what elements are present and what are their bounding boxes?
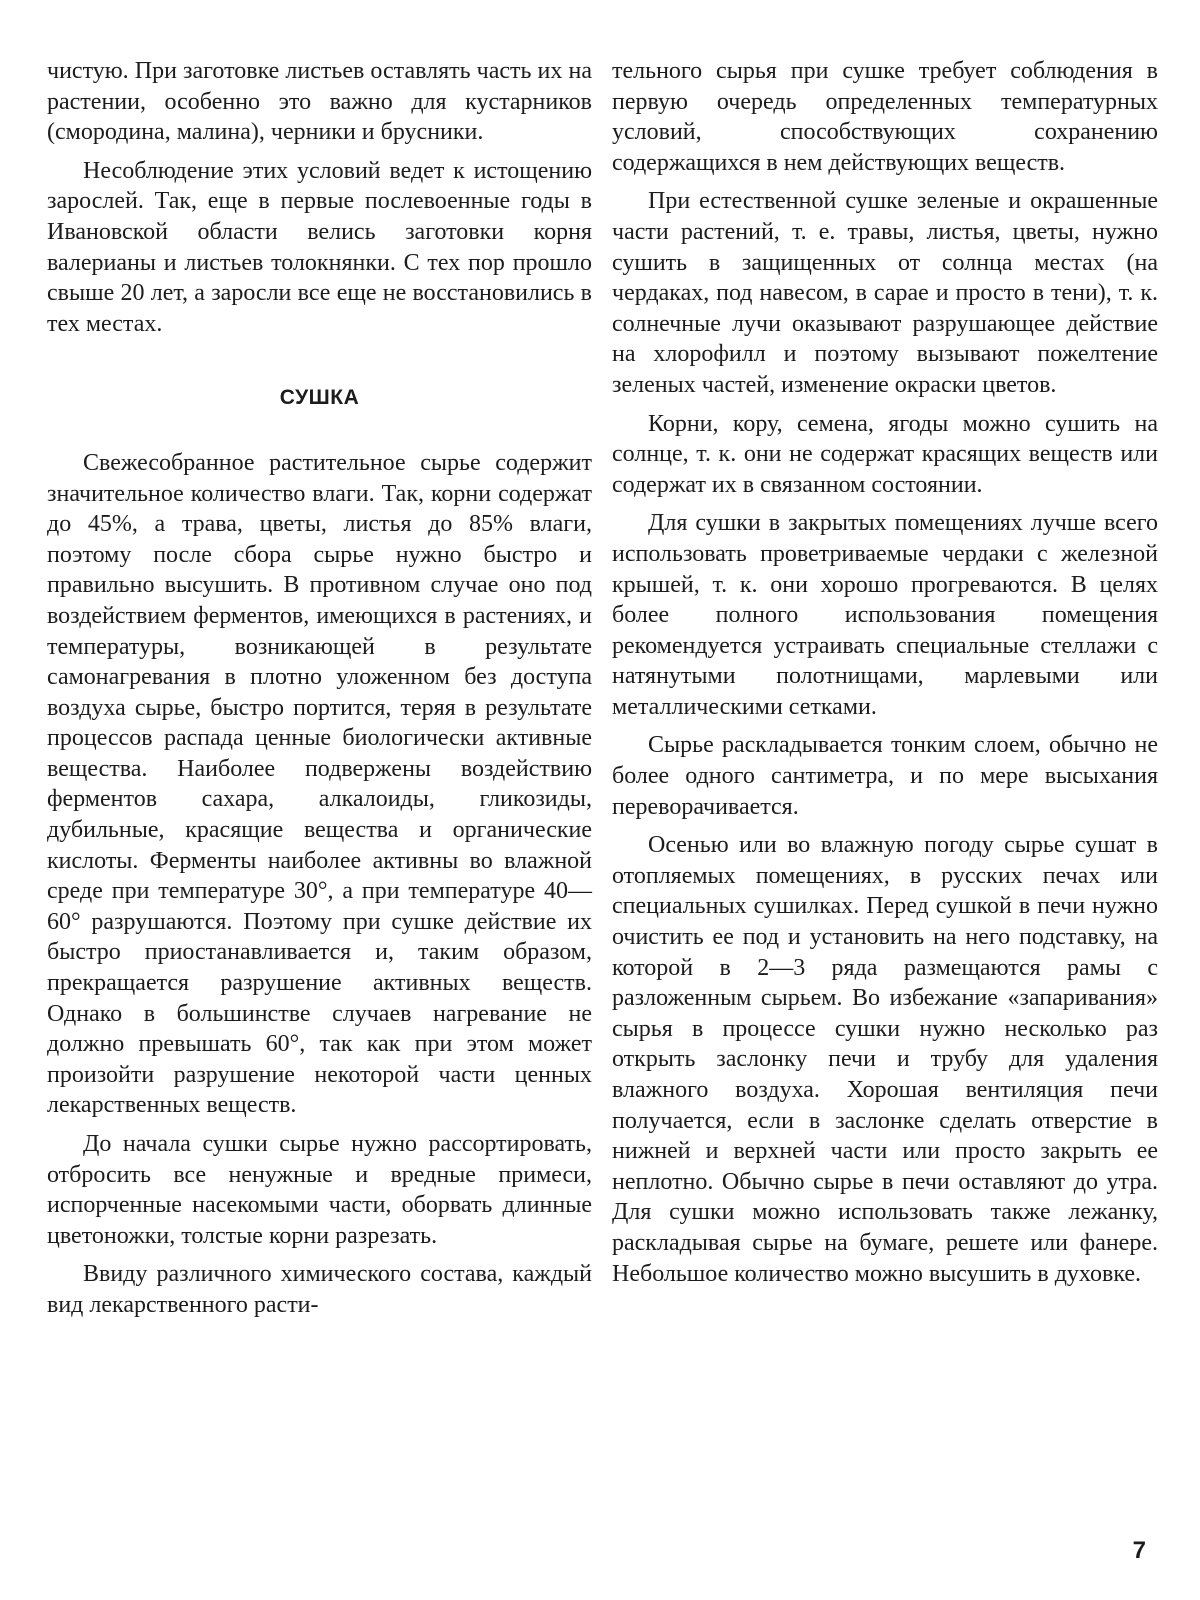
paragraph: До начала сушки сырье нужно рассортировать, отбросить все ненужные и вредные примеси, испорченные насекомыми части, оборвать длинные цветоножки, толстые корни разрезать.	[47, 1131, 592, 1249]
right-column	[612, 56, 1158, 1297]
left-column	[47, 56, 592, 1329]
paragraph: тельного сырья при сушке требует соблюдения в первую очередь определенных температурных условий, способствующих сохранению содержащихся в нем действующих веществ.	[612, 58, 1158, 176]
paragraph: Сырье раскладывается тонким слоем, обычно не более одного сантиметра, и по мере высыхания переворачивается.	[612, 732, 1158, 820]
paragraph: Ввиду различного химического состава, каждый вид лекарственного расти-	[47, 1261, 592, 1318]
paragraph: Несоблюдение этих условий ведет к истощению зарослей. Так, еще в первые послевоенные годы в Ивановской области велись заготовки корня валерианы и листьев толокнянки. С тех пор прошло свыше 20 лет, а заросли все еще не восстановились в тех местах.	[47, 157, 592, 337]
paragraph: При естественной сушке зеленые и окрашенные части растений, т. е. травы, листья, цветы, нужно сушить в защищенных от солнца местах (на чердаках, под навесом, в сарае и просто в тени), т. к. солнечные лучи оказывают разрушающее действие на хлорофилл и поэтому вызывают пожелтение зеленых частей, изменение окраски цветов.	[612, 188, 1158, 398]
page-number: 7	[1132, 1537, 1146, 1564]
paragraph: Корни, кору, семена, ягоды можно сушить на солнце, т. к. они не содержат красящих веществ или содержат их в связанном состоянии.	[612, 410, 1158, 498]
paragraph: Для сушки в закрытых помещениях лучше всего использовать проветриваемые чердаки с железной крышей, т. к. они хорошо прогреваются. В целях более полного использования помещения рекомендуется устраивать специальные стеллажи с натянутыми полотнищами, марлевыми или металлическими сетками.	[612, 510, 1158, 720]
paragraph: Свежесобранное растительное сырье содержит значительное количество влаги. Так, корни содержат до 45%, а трава, цветы, листья до 85% влаги, поэтому после сбора сырье нужно быстро и правильно высушить. В противном случае оно под воздействием ферментов, имеющихся в растениях, и температуры, возникающей в результате самонагревания в плотно уложенном без доступа воздуха сырье, быстро портится, теряя в результате процессов распада ценные биологически активные вещества. Наиболее подвержены воздействию ферментов сахара, алкалоиды, гликозиды, дубильные, красящие вещества и органические кислоты. Ферменты наиболее активны во влажной среде при температуре 30°, а при температуре 40—60° разрушаются. Поэтому при сушке действие их быстро приостанавливается и, таким образом, прекращается разрушение активных веществ. Однако в большинстве случаев нагревание не должно превышать 60°, так как при этом может произойти разрушение некоторой части ценных лекарственных веществ.	[47, 449, 592, 1119]
paragraph: Осенью или во влажную погоду сырье сушат в отопляемых помещениях, в русских печах или специальных сушилках. Перед сушкой в печи нужно очистить ее под и установить на него подставку, на которой в 2—3 ряда размещаются рамы с разложенным сырьем. Во избежание «запаривания» сырья в процессе сушки нужно несколько раз открыть заслонку печи и трубу для удаления влажного воздуха. Хорошая вентиляция печи получается, если в заслонке сделать отверстие в нижней и верхней части или просто закрыть ее неплотно. Обычно сырье в печи оставляют до утра. Для сушки можно использовать также лежанку, раскладывая сырье на бумаге, решете или фанере. Небольшое количество можно высушить в духовке.	[612, 832, 1158, 1287]
section-heading: СУШКА	[279, 386, 360, 410]
paragraph: чистую. При заготовке листьев оставлять часть их на растении, особенно это важно для кустарников (смородина, малина), черники и брусники.	[47, 58, 592, 146]
